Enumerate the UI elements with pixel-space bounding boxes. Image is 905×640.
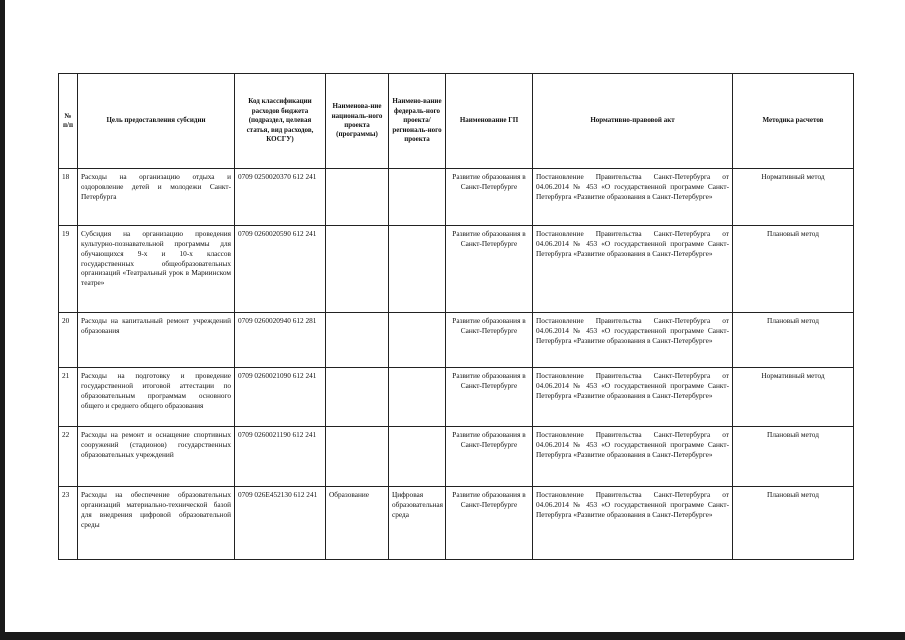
table-header-row: [59, 74, 854, 169]
header-federal-project: Наимено-вание федераль-ного проекта/ региональ-ного проекта: [389, 74, 446, 169]
row-method: Нормативный метод: [733, 368, 854, 427]
row-national-project: [326, 427, 389, 487]
row-legal-act: Постановление Правительства Санкт-Петербурга от 04.06.2014 № 453 «О государственной программе Санкт-Петербурга «Развитие образования в Санкт-Петербурге»: [533, 226, 733, 313]
row-gp: Развитие образования в Санкт-Петербурге: [446, 368, 533, 427]
row-method: Нормативный метод: [733, 169, 854, 226]
row-goal: Расходы на подготовку и проведение государственной итоговой аттестации по образовательным программам основного общего и среднего общего образования: [78, 368, 235, 427]
table-row: [59, 169, 854, 226]
row-num: 20: [59, 313, 78, 368]
row-national-project: [326, 313, 389, 368]
table-row: [59, 427, 854, 487]
subsidy-table: [58, 73, 854, 560]
header-goal: Цель предоставления субсидии: [78, 74, 235, 169]
row-national-project: [326, 169, 389, 226]
row-code: 0709 0260021190 612 241: [235, 427, 326, 487]
row-gp: Развитие образования в Санкт-Петербурге: [446, 427, 533, 487]
row-gp: Развитие образования в Санкт-Петербурге: [446, 313, 533, 368]
row-federal-project: [389, 313, 446, 368]
row-federal-project: [389, 226, 446, 313]
row-num: 19: [59, 226, 78, 313]
row-national-project: Образование: [326, 487, 389, 560]
row-legal-act: Постановление Правительства Санкт-Петербурга от 04.06.2014 № 453 «О государственной программе Санкт-Петербурга «Развитие образования в Санкт-Петербурге»: [533, 169, 733, 226]
row-code: 0709 026E452130 612 241: [235, 487, 326, 560]
row-national-project: [326, 368, 389, 427]
header-num: № п/п: [59, 74, 78, 169]
row-legal-act: Постановление Правительства Санкт-Петербурга от 04.06.2014 № 453 «О государственной программе Санкт-Петербурга «Развитие образования в Санкт-Петербурге»: [533, 427, 733, 487]
row-method: Плановый метод: [733, 487, 854, 560]
scan-edge-bottom: [0, 632, 905, 640]
row-gp: Развитие образования в Санкт-Петербурге: [446, 169, 533, 226]
row-code: 0709 0250020370 612 241: [235, 169, 326, 226]
row-gp: Развитие образования в Санкт-Петербурге: [446, 226, 533, 313]
header-gp: Наименование ГП: [446, 74, 533, 169]
scan-edge-left: [0, 0, 5, 640]
table-row: [59, 313, 854, 368]
row-gp: Развитие образования в Санкт-Петербурге: [446, 487, 533, 560]
row-method: Плановый метод: [733, 313, 854, 368]
row-national-project: [326, 226, 389, 313]
row-goal: Расходы на организацию отдыха и оздоровление детей и молодежи Санкт-Петербурга: [78, 169, 235, 226]
row-goal: Расходы на обеспечение образовательных организаций материально-технической базой для внедрения цифровой образовательной среды: [78, 487, 235, 560]
header-national-project: Наименова-ние националь-ного проекта (программы): [326, 74, 389, 169]
row-num: 23: [59, 487, 78, 560]
row-federal-project: Цифровая образовательная среда: [389, 487, 446, 560]
row-legal-act: Постановление Правительства Санкт-Петербурга от 04.06.2014 № 453 «О государственной программе Санкт-Петербурга «Развитие образования в Санкт-Петербурге»: [533, 313, 733, 368]
row-goal: Субсидия на организацию проведения культурно-познавательной программы для обучающихся 9-х и 10-х классов государственных общеобразовательных организаций «Театральный урок в Мариинском театре»: [78, 226, 235, 313]
row-federal-project: [389, 368, 446, 427]
row-federal-project: [389, 427, 446, 487]
header-code: Код классификации расходов бюджета (подраздел, целевая статья, вид расходов, КОСГУ): [235, 74, 326, 169]
table-row: [59, 487, 854, 560]
row-goal: Расходы на капитальный ремонт учреждений образования: [78, 313, 235, 368]
table-row: [59, 226, 854, 313]
header-legal-act: Нормативно-правовой акт: [533, 74, 733, 169]
row-method: Плановый метод: [733, 427, 854, 487]
row-num: 18: [59, 169, 78, 226]
header-method: Методика расчетов: [733, 74, 854, 169]
row-legal-act: Постановление Правительства Санкт-Петербурга от 04.06.2014 № 453 «О государственной программе Санкт-Петербурга «Развитие образования в Санкт-Петербурге»: [533, 368, 733, 427]
row-code: 0709 0260020940 612 281: [235, 313, 326, 368]
row-code: 0709 0260020590 612 241: [235, 226, 326, 313]
row-federal-project: [389, 169, 446, 226]
row-goal: Расходы на ремонт и оснащение спортивных сооружений (стадионов) государственных образовательных учреждений: [78, 427, 235, 487]
row-method: Плановый метод: [733, 226, 854, 313]
row-num: 22: [59, 427, 78, 487]
row-num: 21: [59, 368, 78, 427]
table-row: [59, 368, 854, 427]
row-code: 0709 0260021090 612 241: [235, 368, 326, 427]
row-legal-act: Постановление Правительства Санкт-Петербурга от 04.06.2014 № 453 «О государственной программе Санкт-Петербурга «Развитие образования в Санкт-Петербурге»: [533, 487, 733, 560]
